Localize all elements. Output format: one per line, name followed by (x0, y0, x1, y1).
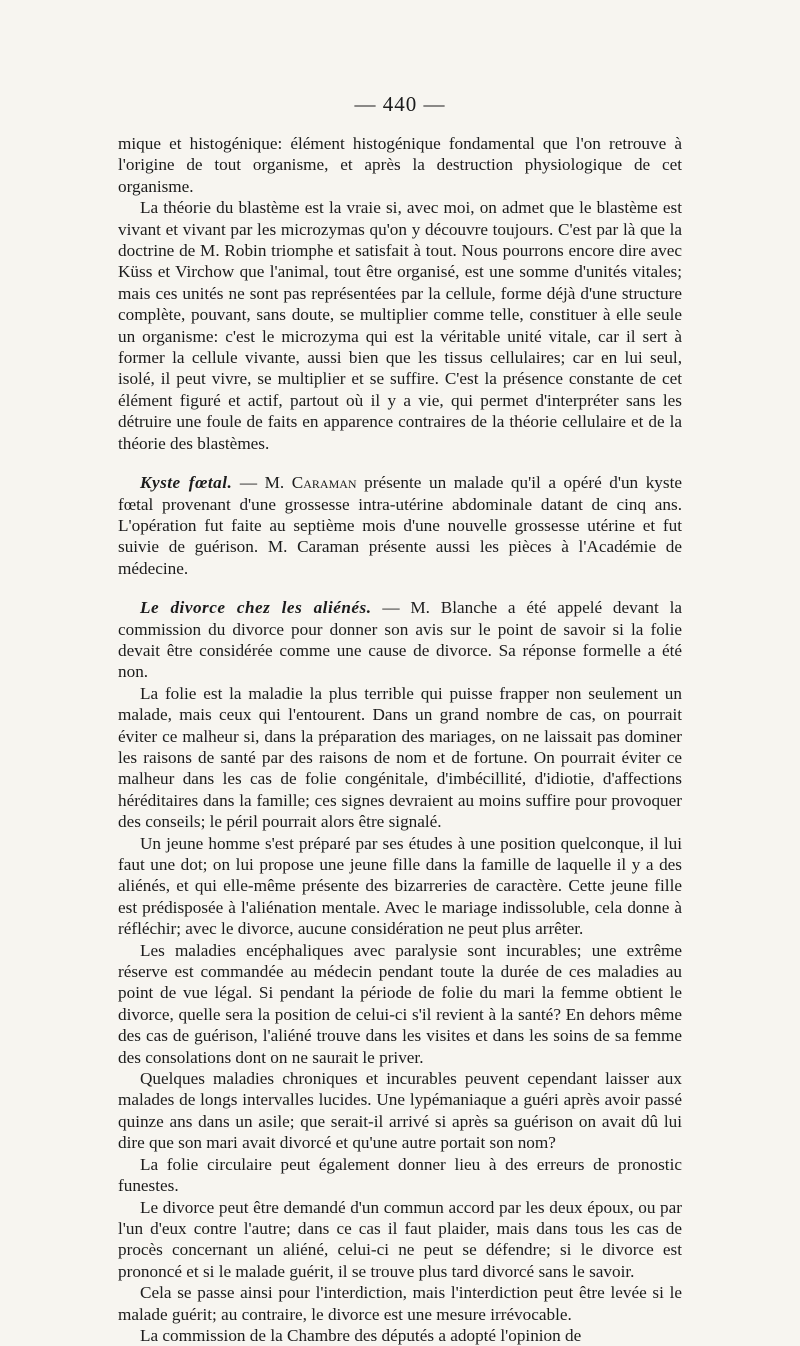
paragraph-intro-1: mique et histogénique: élément histogénique fondamental que l'on retrouve à l'origine de tout organisme, et après la destruction physiologique de cet organisme. (118, 134, 682, 196)
body-text (118, 133, 682, 1346)
kyste-text: présente un malade qu'il a opéré d'un kyste fœtal provenant d'une grossesse intra-utérine abdominale datant de cinq ans. L'opération fut faite au septième mois d'une nouvelle grossesse utérine et fut suivie de guérison. M. Caraman présente aussi les pièces à l'Académie de médecine. (118, 473, 682, 578)
section-heading-divorce: Le divorce chez les aliénés. (140, 598, 372, 618)
paragraph-divorce-lead (118, 597, 682, 683)
divorce-lead-text: — M. Blanche a été appelé devant la commission du divorce pour donner son avis sur le point de savoir si la folie devait être considérée comme une cause de divorce. Sa réponse formelle a été non. (118, 598, 682, 682)
paragraph: Quelques maladies chroniques et incurables peuvent cependant laisser aux malades de longs intervalles lucides. Une lypémaniaque a guéri après avoir passé quinze ans dans un asile; que serait-il arrivé si après sa guérison on avait dû lui dire que son mari avait divorcé et qu'une autre portait son nom? (118, 1069, 682, 1153)
paragraph: Un jeune homme s'est préparé par ses études à une position quelconque, il lui faut une dot; on lui propose une jeune fille dans la famille de laquelle il y a des aliénés, et qui elle-même présente des bizarreries de caractère. Cette jeune fille est prédisposée à l'aliénation mentale. Avec le mariage indissoluble, cela donne à réfléchir; avec le divorce, aucune considération ne peut plus arrêter. (118, 833, 682, 939)
author-name: Caraman (291, 473, 357, 493)
paragraph: La folie est la maladie la plus terrible qui puisse frapper non seulement un malade, mais ceux qui l'entourent. Dans un grand nombre de cas, on pourrait éviter ce malheur si, dans la préparation des mariages, on ne laissait pas dominer les raisons de santé par des raisons de nom et de fortune. On pourrait éviter ce malheur dans les cas de folie congénitale, d'imbécillité, d'idiotie, d'affections héréditaires dans la famille; ces signes devraient au moins suffire pour provoquer des conseils; le péril pourrait alors être signalé. (118, 683, 682, 832)
paragraph: Les maladies encéphaliques avec paralysie sont incurables; une extrême réserve est commandée au médecin pendant toute la durée de ces maladies au point de vue légal. Si pendant la période de folie du mari la femme obtient le divorce, quelle sera la position de celui-ci s'il revient à la santé? En dehors même des cas de guérison, l'aliéné trouve dans les visites et dans les soins de sa femme des consolations dont on ne saurait le priver. (118, 940, 682, 1067)
section-kyste (118, 472, 682, 579)
kyste-dash: — M. (232, 473, 292, 493)
paragraph: La commission de la Chambre des députés a adopté l'opinion de (140, 1325, 582, 1345)
paragraph: La folie circulaire peut également donner lieu à des erreurs de pronostic funestes. (118, 1154, 682, 1196)
paragraph: Le divorce peut être demandé d'un commun accord par les deux époux, ou par l'un d'eux contre l'autre; dans ce cas il faut plaider, mais dans tous les cas de procès concernant un aliéné, celui-ci ne peut se défendre; si le divorce est prononcé et si le malade guérit, il se trouve plus tard divorcé sans le savoir. (118, 1197, 682, 1281)
paragraph-kyste (118, 472, 682, 579)
section-divorce (118, 597, 682, 1346)
paragraph-intro-2: La théorie du blastème est la vraie si, avec moi, on admet que le blastème est vivant et vivant par les microzymas qu'on y découvre toujours. C'est par là que la doctrine de M. Robin triomphe et satisfait à tout. Nous pourrons encore dire avec Küss et Virchow que l'animal, tout être organisé, est une somme d'unités vitales; mais ces unités ne sont pas représentées par la cellule, forme déjà d'une structure complète, pouvant, sans doute, se multiplier comme telle, constituer à elle seule un organisme: c'est le microzyma qui est la véritable unité vitale, car il sert à former la cellule vivante, aussi bien que les tissus cellulaires; car en lui seul, isolé, il peut vivre, se multiplier et se suffire. C'est la présence constante de cet élément figuré et actif, partout où il y a vie, qui permet d'interpréter sans les détruire une foule de faits en apparence contraires de la théorie cellulaire et de la théorie des blastèmes. (118, 198, 682, 453)
section-heading-kyste: Kyste fœtal. (140, 473, 233, 493)
paragraph: Cela se passe ainsi pour l'interdiction, mais l'interdiction peut être levée si le malade guérit; au contraire, le divorce est une mesure irrévocable. (118, 1283, 682, 1324)
page-number: — 440 — (354, 92, 446, 116)
